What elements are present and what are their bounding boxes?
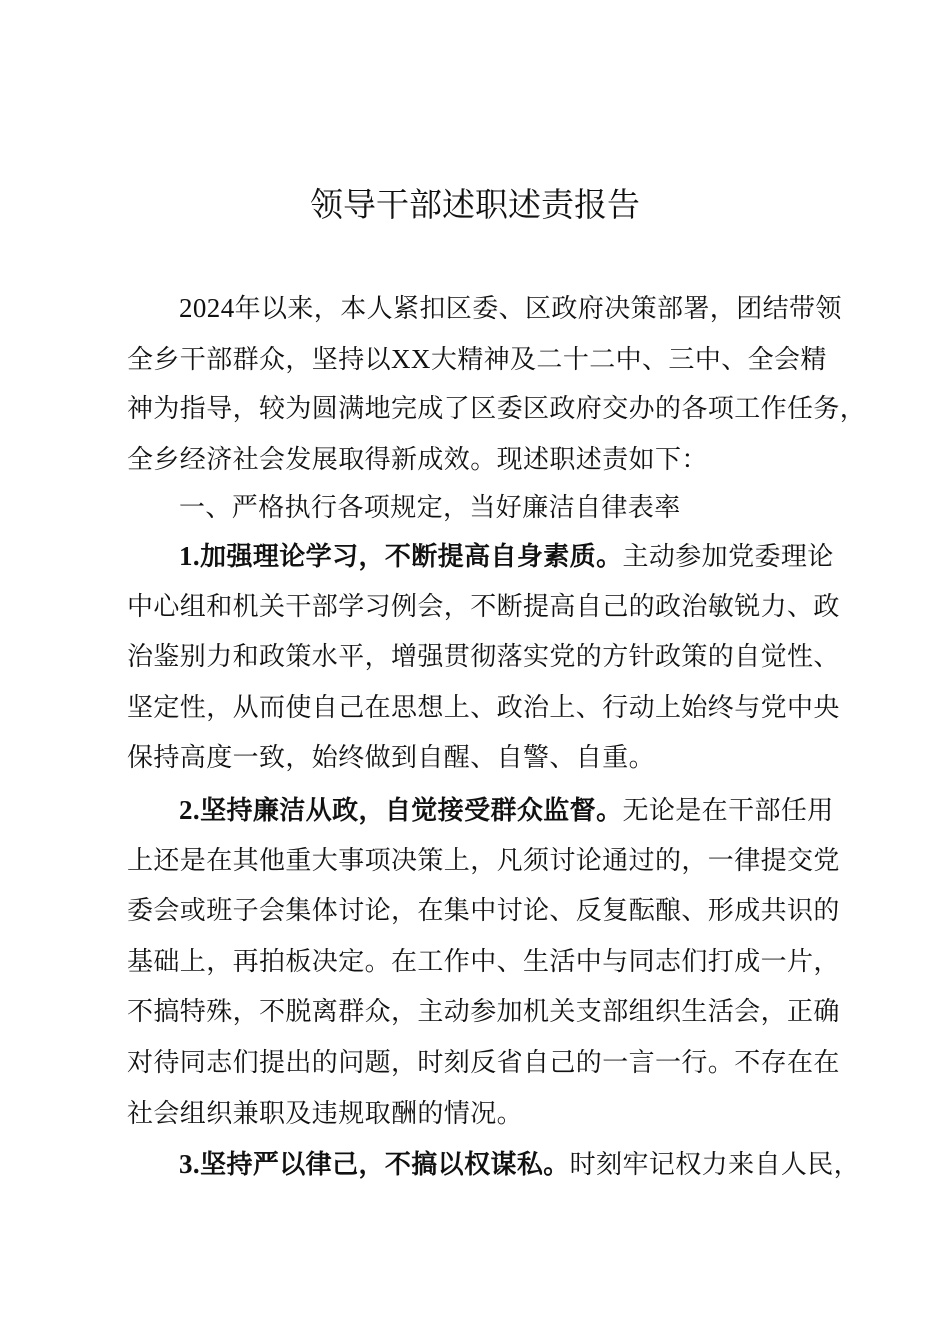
item-2-line: 对待同志们提出的问题，时刻反省自己的一言一行。不存在在 (127, 1047, 840, 1078)
intro-year: 2024 (179, 293, 235, 323)
item-2-heading: 坚持廉洁从政，自觉接受群众监督。 (200, 796, 623, 826)
page-title: 领导干部述职述责报告 (310, 185, 640, 224)
intro-paragraph (127, 283, 867, 485)
item-2-line: 社会组织兼职及违规取酬的情况。 (127, 1098, 524, 1129)
intro-xx: XX (391, 343, 431, 374)
section-heading (127, 483, 839, 534)
item-3-heading: 坚持严以律己，不搞以权谋私。 (200, 1150, 570, 1180)
item-1-paragraph (127, 531, 839, 784)
item-1-line-1-rest: 主动参加党委理论 (622, 542, 834, 572)
intro-line-2-rest: 大精神及二十二中、三中、全会精 (430, 344, 827, 375)
item-1-line: 坚定性，从而使自己在思想上、政治上、行动上始终与党中央 (127, 692, 840, 723)
item-2-line: 不搞特殊，不脱离群众，主动参加机关支部组织生活会，正确 (127, 997, 840, 1028)
item-3-line-1-rest: 时刻牢记权力来自人民， (569, 1150, 861, 1180)
item-3-paragraph (127, 1139, 861, 1190)
item-2-line: 基础上，再拍板决定。在工作中、生活中与同志们打成一片， (127, 946, 840, 977)
intro-line-1 (127, 283, 842, 334)
item-1-line: 治鉴别力和政策水平，增强贯彻落实党的方针政策的自觉性、 (127, 642, 840, 673)
intro-line-2-pre: 全乡干部群众，坚持以 (127, 344, 392, 375)
intro-line-1-text: 年以来，本人紧扣区委、区政府决策部署，团结带领 (234, 294, 842, 324)
item-1-line-1 (127, 531, 839, 582)
item-1-line: 保持高度一致，始终做到自醒、自警、自重。 (127, 743, 656, 774)
intro-line-3: 神为指导，较为圆满地完成了区委区政府交办的各项工作任务， (127, 394, 867, 425)
item-2-number: 2. (179, 795, 201, 825)
item-2-line: 上还是在其他重大事项决策上，凡须讨论通过的，一律提交党 (127, 845, 840, 876)
intro-line-2 (127, 334, 839, 385)
section-1-heading: 一、严格执行各项规定，当好廉洁自律表率 (179, 493, 681, 523)
item-2-paragraph (127, 785, 839, 1139)
item-1-heading: 加强理论学习，不断提高自身素质。 (200, 542, 623, 572)
item-3-number: 3. (179, 1149, 201, 1179)
item-2-line-1-rest: 无论是在干部任用 (622, 796, 834, 826)
item-1-number: 1. (179, 541, 201, 571)
item-2-line: 委会或班子会集体讨论，在集中讨论、反复酝酿、形成共识的 (127, 896, 840, 927)
item-2-line-1 (127, 785, 839, 836)
intro-line-4: 全乡经济社会发展取得新成效。现述职述责如下： (127, 444, 708, 475)
item-3-line-1 (127, 1139, 861, 1190)
item-1-line: 中心组和机关干部学习例会，不断提高自己的政治敏锐力、政 (127, 591, 840, 622)
